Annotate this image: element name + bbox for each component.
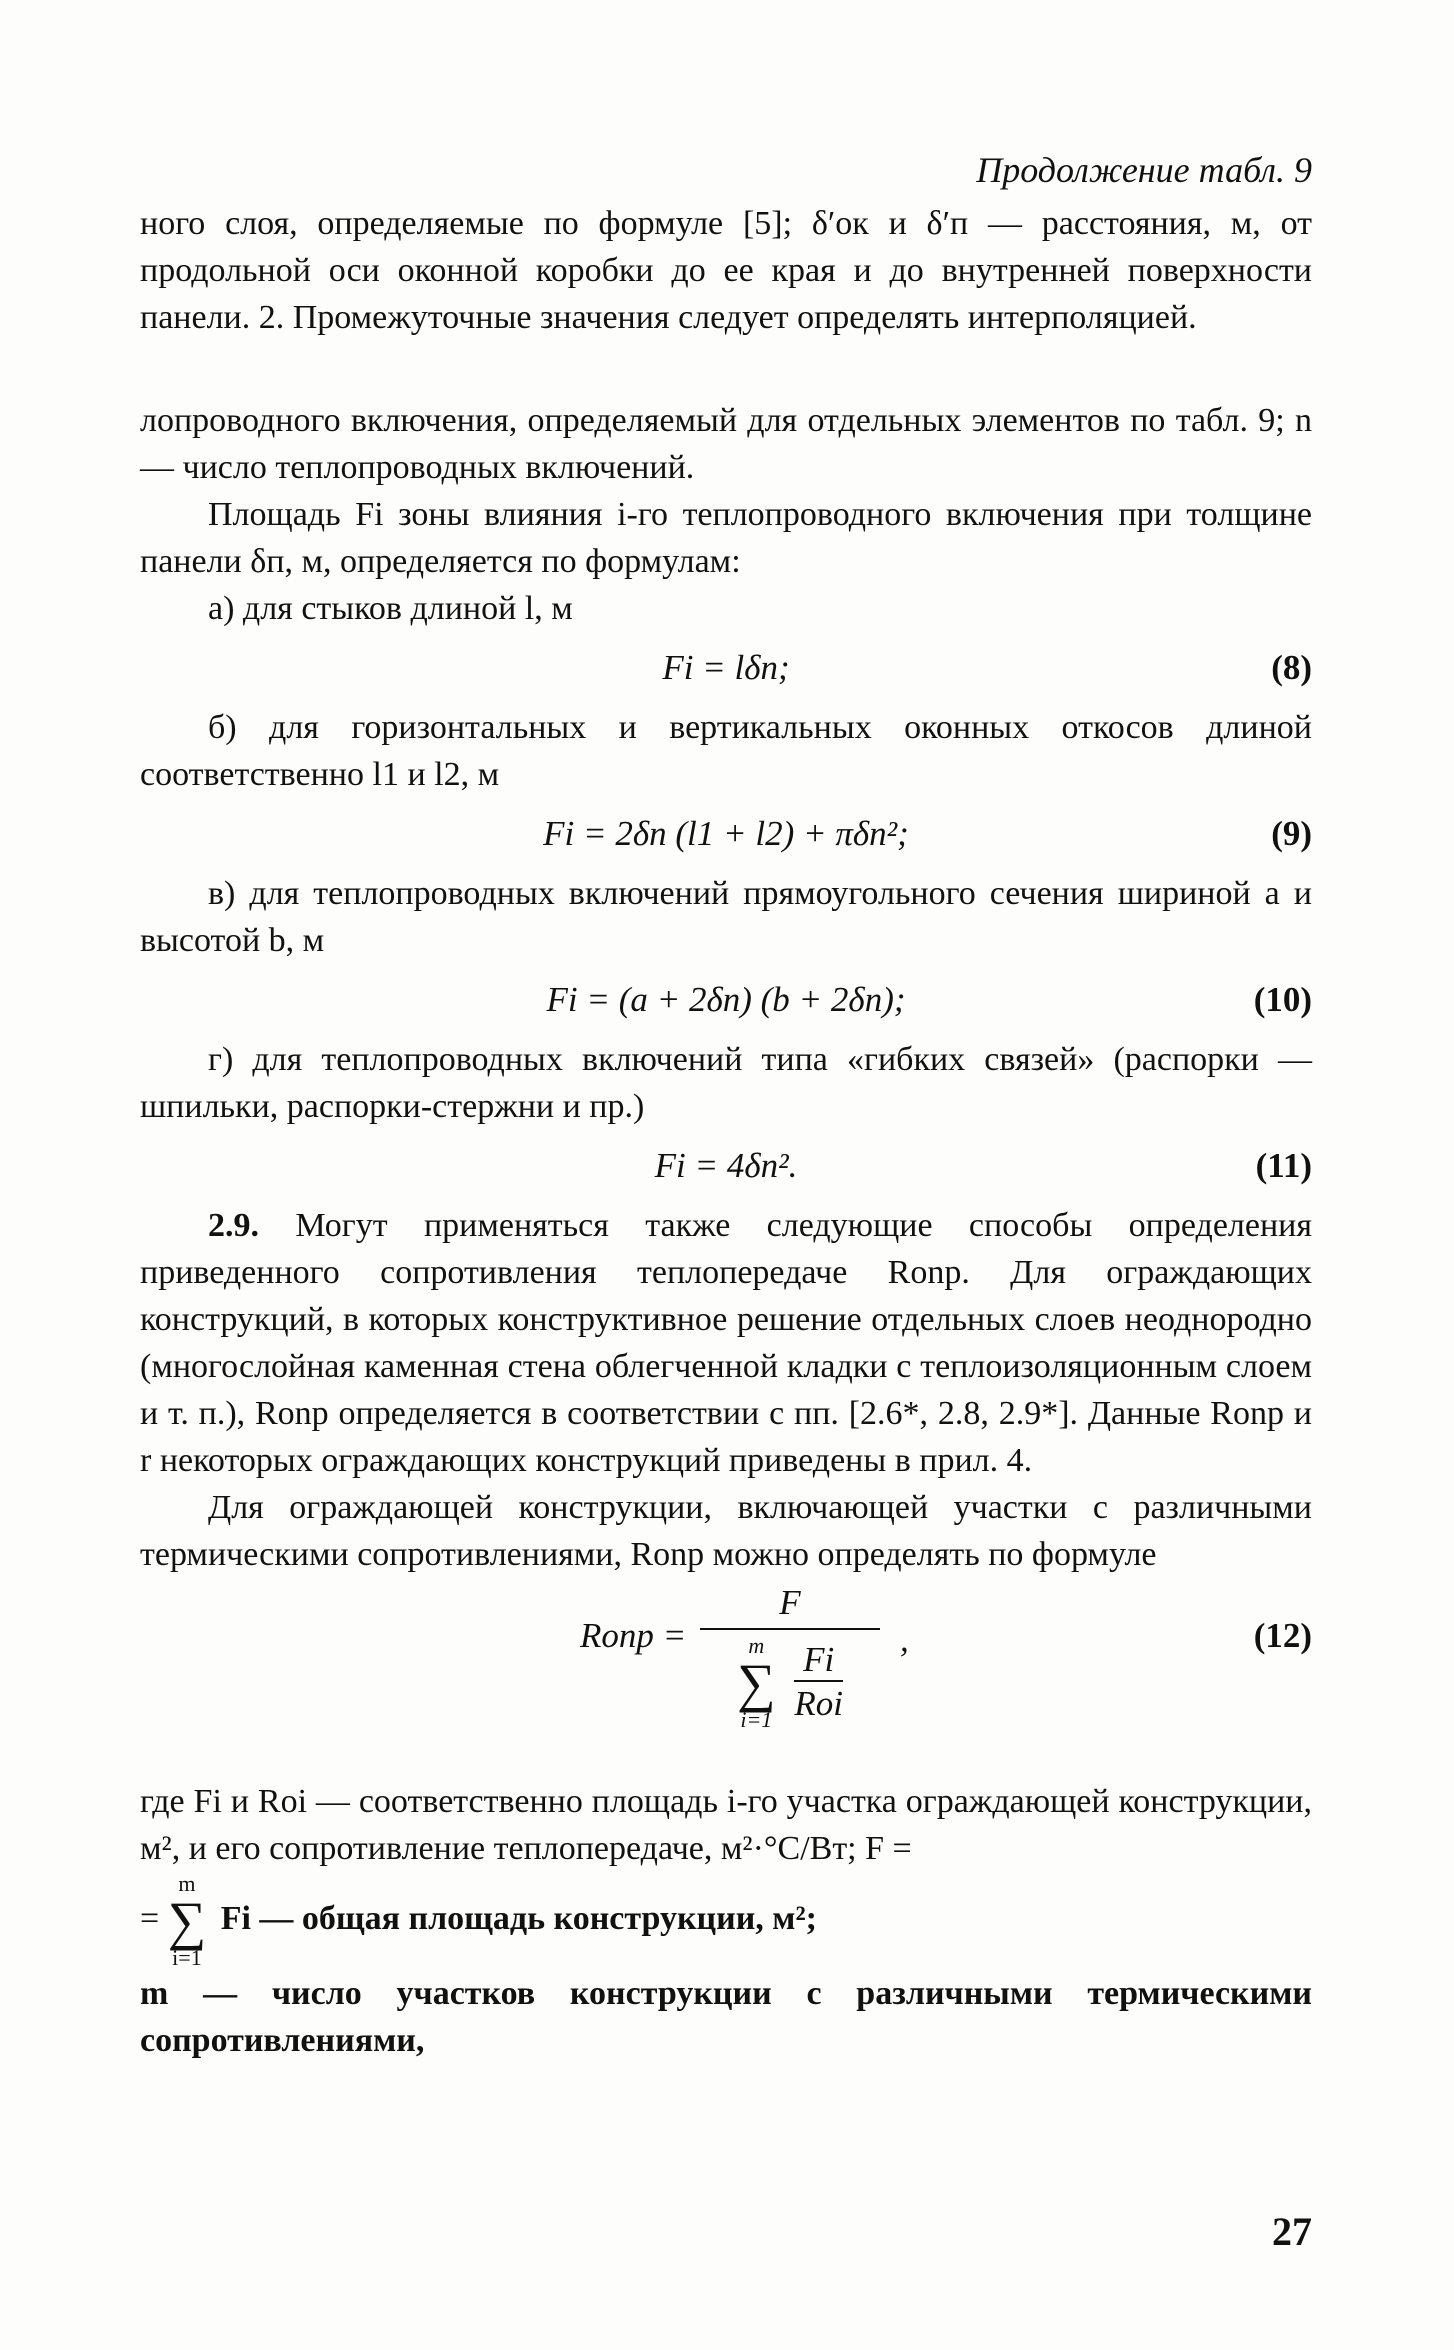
formula-12-denominator <box>700 1634 880 1732</box>
running-title: Продолжение табл. 9 <box>976 150 1312 190</box>
sum-lower-limit: i=1 <box>172 1945 202 1970</box>
formula-8 <box>140 632 1312 704</box>
sigma-symbol: ∑ <box>167 1891 207 1951</box>
paragraph-1: лопроводного включения, определяемый для отдельных элементов по табл. 9; n — число теплопроводных включений. <box>140 402 1312 486</box>
formula-12 <box>140 1578 1312 1778</box>
formula-12-lhs: Rоnp = <box>580 1616 687 1655</box>
summation <box>737 1634 776 1732</box>
formula-10-expression: Fi = (a + 2δп) (b + 2δп); <box>546 980 906 1019</box>
inner-fraction <box>794 1640 843 1726</box>
page-content <box>140 140 1312 2064</box>
formula-11-expression: Fi = 4δп². <box>654 1146 798 1185</box>
item-c: в) для теплопроводных включений прямоугольного сечения шириной a и высотой b, м <box>140 875 1312 959</box>
formula-12-comma: , <box>900 1620 909 1659</box>
table-note: ного слоя, определяемые по формуле [5]; δ′ок и δ′п — расстояния, м, от продольной оси оконной коробки до ее края и до внутренней поверхности панели. 2. Промежуточные значения следует определять интерполяцией. <box>140 205 1312 336</box>
formula-10-number: (10) <box>1253 980 1312 1019</box>
paragraph-5: где Fi и Roi — соответственно площадь i-го участка ограждающей конструкции, м², и его сопротивление теплопередаче, м²·°С/Вт; F = <box>140 1783 1312 1867</box>
inner-numerator: Fi <box>794 1640 843 1682</box>
formula-12-numerator: F <box>779 1583 801 1622</box>
item-a: а) для стыков длиной l, м <box>208 590 573 627</box>
section-2-9-text: Могут применяться также следующие способы определения приведенного сопротивления теплопередаче Rоnp. Для ограждающих конструкций, в которых конструктивное решение отдельных слоев неоднородно (многослойная каменная стена облегченной кладки с теплоизоляционным слоем и т. п.), Rоnp определяется в соответствии с пп. [2.6*, 2.8, 2.9*]. Данные Rоnp и r некоторых ограждающих конструкций приведены в прил. 4. <box>140 1207 1312 1479</box>
section-number: 2.9. <box>208 1207 259 1244</box>
section-2-9 <box>140 1202 1312 1484</box>
total-area-line <box>140 1872 1312 1970</box>
formula-11-number: (11) <box>1255 1146 1312 1185</box>
summation <box>168 1872 207 1970</box>
paragraph-2: Площадь Fi зоны влияния i-го теплопроводного включения при толщине панели δп, м, определяется по формулам: <box>140 496 1312 580</box>
paragraph-4: Для ограждающей конструкции, включающей участки с различными термическими сопротивлениями, Rоnp можно определять по формуле <box>140 1489 1312 1573</box>
page-number: 27 <box>1272 2209 1312 2254</box>
sum-lower-limit: i=1 <box>740 1707 773 1732</box>
formula-11 <box>140 1130 1312 1202</box>
item-b: б) для горизонтальных и вертикальных оконных откосов длиной соответственно l1 и l2, м <box>140 709 1312 793</box>
sigma-symbol: ∑ <box>737 1653 776 1713</box>
formula-9-number: (9) <box>1271 814 1312 853</box>
inner-denominator: Roi <box>794 1684 843 1723</box>
formula-8-expression: Fi = lδп; <box>662 648 790 687</box>
formula-9-expression: Fi = 2δп (l1 + l2) + πδп²; <box>543 814 909 853</box>
sum-upper-limit: m <box>748 1633 765 1658</box>
formula-12-number: (12) <box>1253 1616 1312 1655</box>
fraction-bar <box>700 1628 880 1630</box>
equals-sign: = <box>140 1899 160 1937</box>
formula-12-fraction <box>700 1580 880 1732</box>
total-area-text: Fi — общая площадь конструкции, м²; <box>220 1899 817 1937</box>
formula-9 <box>140 798 1312 870</box>
paragraph-6: m — число участков конструкции с различными термическими сопротивлениями, <box>140 1975 1312 2059</box>
item-d: г) для теплопроводных включений типа «гибких связей» (распорки — шпильки, распорки-стержни и пр.) <box>140 1041 1312 1125</box>
spacer <box>140 341 1312 397</box>
sum-upper-limit: m <box>178 1871 196 1896</box>
formula-8-number: (8) <box>1271 648 1312 687</box>
formula-10 <box>140 964 1312 1036</box>
